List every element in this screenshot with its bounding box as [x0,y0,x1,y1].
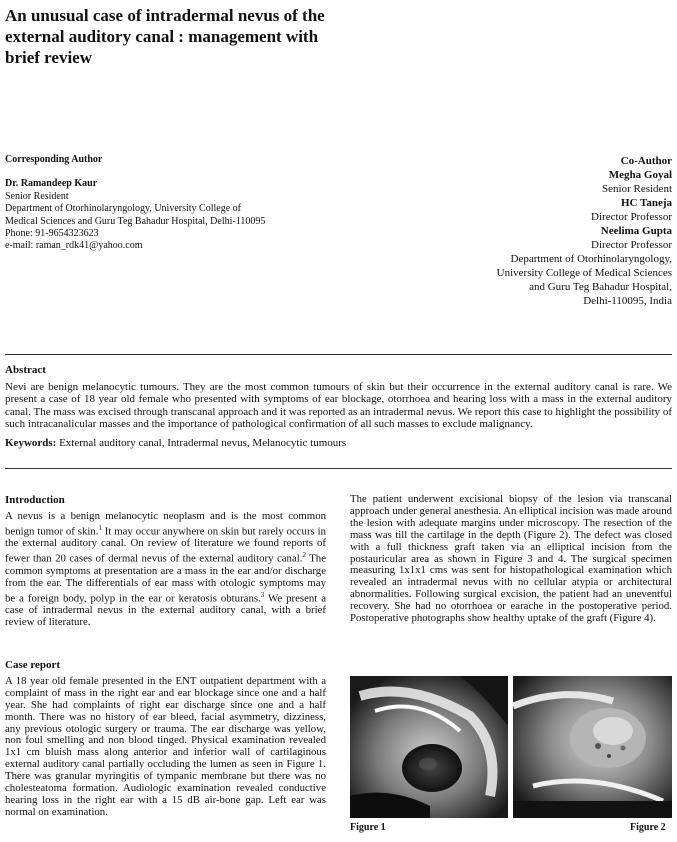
coauthor-name-2: HC Taneja [620,197,672,209]
case-report-section [5,660,326,819]
keywords-label: Keywords: [5,436,57,449]
ref-3: 3 [260,590,265,599]
coauthor-address-line2: University College of Medical Sciences [496,267,672,279]
corresponding-author-block [5,154,345,253]
corresponding-author-dept-line1: Department of Otorhinolaryngology, University College of [5,203,241,215]
ref-1: 1 [98,523,102,532]
coauthor-address-line4: Delhi-110095, India [583,295,672,307]
coauthor-block [372,154,672,308]
corresponding-author-heading: Corresponding Author [5,154,103,165]
right-column-text: The patient underwent excisional biopsy of the lesion via transcanal approach under general anesthesia. An elliptical incision was made around the lesion with adequate margins under microscopy. The resection of the mass was till the cartilage in the depth (Figure 2). The defect was closed with a full thickness graft taken via an elliptical incision from the postauricular area as shown in Figure 3 and 4. The surgical specimen measuring 1x1x1 cms was sent for histopathological examination which revealed an intradermal nevus with no cellular atypia or architectural abnormalities. Following surgical excision, the patient had an uneventful recovery. She had no otorrhoea or earache in the postoperative period. Postoperative photographs show healthy uptake of the graft (Figure 4). [350,493,672,625]
figure-1-caption: Figure 1 [350,822,386,833]
coauthor-heading: Co-Author [620,155,672,167]
abstract-section [5,364,672,449]
coauthor-position-3: Director Professor [591,239,672,251]
corresponding-author-dept-line2: Medical Sciences and Guru Teg Bahadur Hospital, Delhi-110095 [5,215,266,227]
abstract-heading: Abstract [5,364,46,376]
case-report-heading: Case report [5,659,61,671]
figure-2-image [513,676,672,818]
coauthor-address-line3: and Guru Teg Bahadur Hospital, [529,281,672,293]
introduction-section [5,495,326,629]
divider-bottom [5,468,672,469]
divider-top [5,354,672,355]
coauthor-position-1: Senior Resident [602,183,672,195]
coauthor-name-1: Megha Goyal [608,169,672,181]
corresponding-author-email: e-mail: raman_rdk41@yahoo.com [5,240,143,252]
article-title: An unusual case of intradermal nevus of the external auditory canal : management with brief review [5,6,325,67]
keywords-text: External auditory canal, Intradermal nevus, Melanocytic tumours [59,436,347,449]
ref-2: 2 [302,551,306,560]
introduction-text: A nevus is a benign melanocytic neoplasm and is the most common benign tumor of skin.$^1$ It may occur anywhere on skin but rarely occurs in the external auditory canal. On review of literature we found reports of fewer than 20 cases of dermal nevus of the external auditory canal.$^2$ The common symptoms at presentation are a mass in the ear and/or discharge from the ear. The differentials of ear mass with otologic symptoms may be a foreign body, polyp in the ear or keratosis obturans.$^3$ We present a case of intradermal nevus in the external auditory canal, with a brief review of literature. [5,509,326,628]
corresponding-author-position: Senior Resident [5,190,69,202]
introduction-heading: Introduction [5,494,65,506]
corresponding-author-phone: Phone: 91-9654323623 [5,228,99,240]
case-report-text: A 18 year old female presented in the ENT outpatient department with a complaint of mass in the right ear and ear blockage since one and a half year. She had complaints of right ear discharge since one and a half month. There was no history of ear bleed, facial asymmetry, dizziness, any previous otologic surgery or trauma. The ear discharge was yellow, non foul smelling and non blood tinged. Physical examination revealed 1x1 cm bluish mass along anterior and inferior wall of cartilaginous external auditory canal partially occluding the lumen as seen in Figure 1. There was granular myringitis of tympanic membrane but there was no cholesteatoma formation. Audiologic examination revealed conductive hearing loss in the right ear with a 15 dB air-bone gap. Left ear was normal on examination. [5,674,326,818]
figure-2-caption: Figure 2 [630,822,666,833]
abstract-text: Nevi are benign melanocytic tumours. They are the most common tumours of skin but their occurrence in the external auditory canal is rare. We present a case of 18 year old female who presented with symptoms of ear blockage, otorrhoea and hearing loss with a mass in the external auditory canal. The mass was excised through transcanal approach and it was reported as an intradermal nevus. We report this case to highlight the possibility of such intracanalicular masses and the importance of pathological confirmation of all such masses to exclude malignancy. [5,380,672,430]
coauthor-name-3: Neelima Gupta [600,225,672,237]
keywords-line [5,437,672,450]
coauthor-address-line1: Department of Otorhinolaryngology, [510,253,672,265]
figure-1-image [350,676,508,818]
corresponding-author-name: Dr. Ramandeep Kaur [5,178,98,190]
coauthor-position-2: Director Professor [591,211,672,223]
